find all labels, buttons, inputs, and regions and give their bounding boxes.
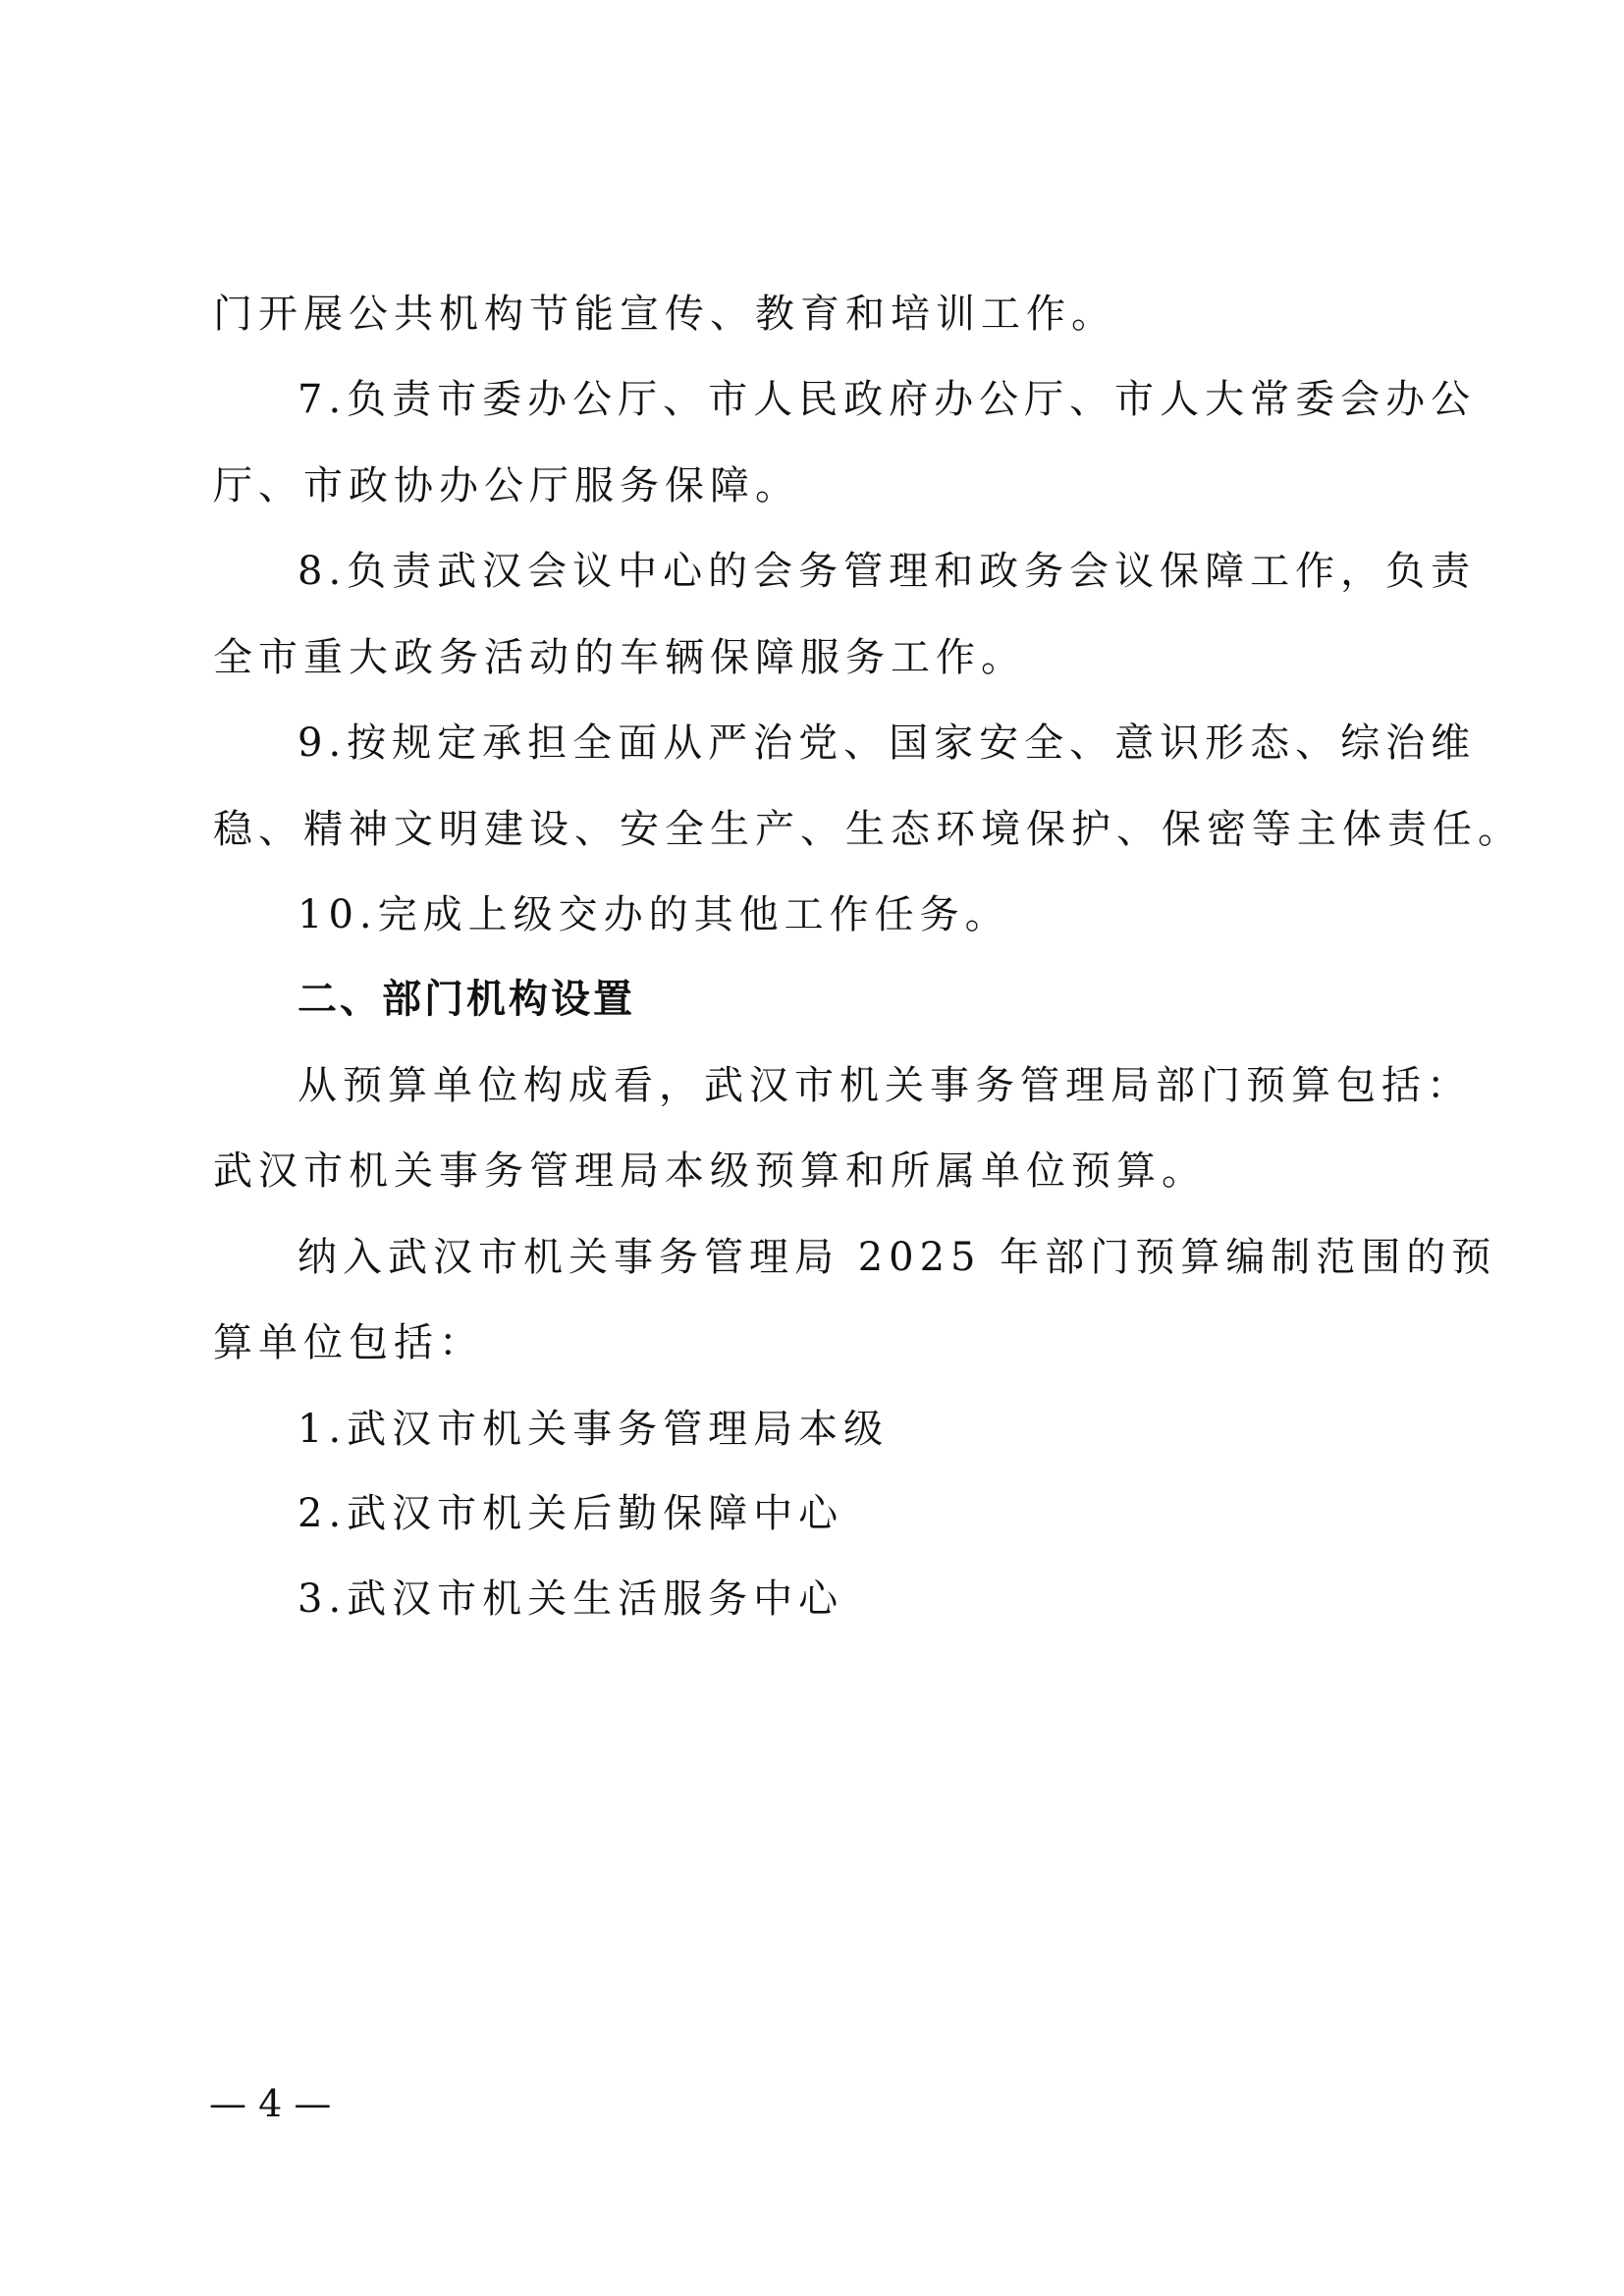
item-9-line-2: 稳、精神文明建设、安全生产、生态环境保护、保密等主体责任。: [213, 807, 1523, 852]
unit-list-item-2: 2.武汉市机关后勤保障中心: [298, 1491, 844, 1536]
paragraph-1-line-2: 武汉市机关事务管理局本级预算和所属单位预算。: [213, 1148, 1207, 1194]
section-heading: 二、部门机构设置: [298, 977, 635, 1022]
item-7-line-1: 7.负责市委办公厅、市人民政府办公厅、市人大常委会办公: [298, 377, 1477, 422]
unit-list-item-3: 3.武汉市机关生活服务中心: [298, 1576, 844, 1622]
item-7-line-2: 厅、市政协办公厅服务保障。: [213, 463, 800, 508]
paragraph-2-line-1: 纳入武汉市机关事务管理局 2025 年部门预算编制范围的预: [298, 1235, 1497, 1280]
item-8-line-1: 8.负责武汉会议中心的会务管理和政务会议保障工作，负责: [298, 549, 1477, 594]
paragraph-1-line-1: 从预算单位构成看，武汉市机关事务管理局部门预算包括：: [298, 1063, 1472, 1108]
item-9-line-1: 9.按规定承担全面从严治党、国家安全、意识形态、综治维: [298, 721, 1477, 766]
paragraph-2-line-2: 算单位包括：: [213, 1320, 484, 1365]
text-line-continuation: 门开展公共机构节能宣传、教育和培训工作。: [213, 292, 1116, 337]
item-10-line: 10.完成上级交办的其他工作任务。: [298, 892, 1010, 937]
unit-list-item-1: 1.武汉市机关事务管理局本级: [298, 1407, 890, 1452]
page-number: — 4 —: [209, 2082, 332, 2125]
item-8-line-2: 全市重大政务活动的车辆保障服务工作。: [213, 635, 1026, 680]
